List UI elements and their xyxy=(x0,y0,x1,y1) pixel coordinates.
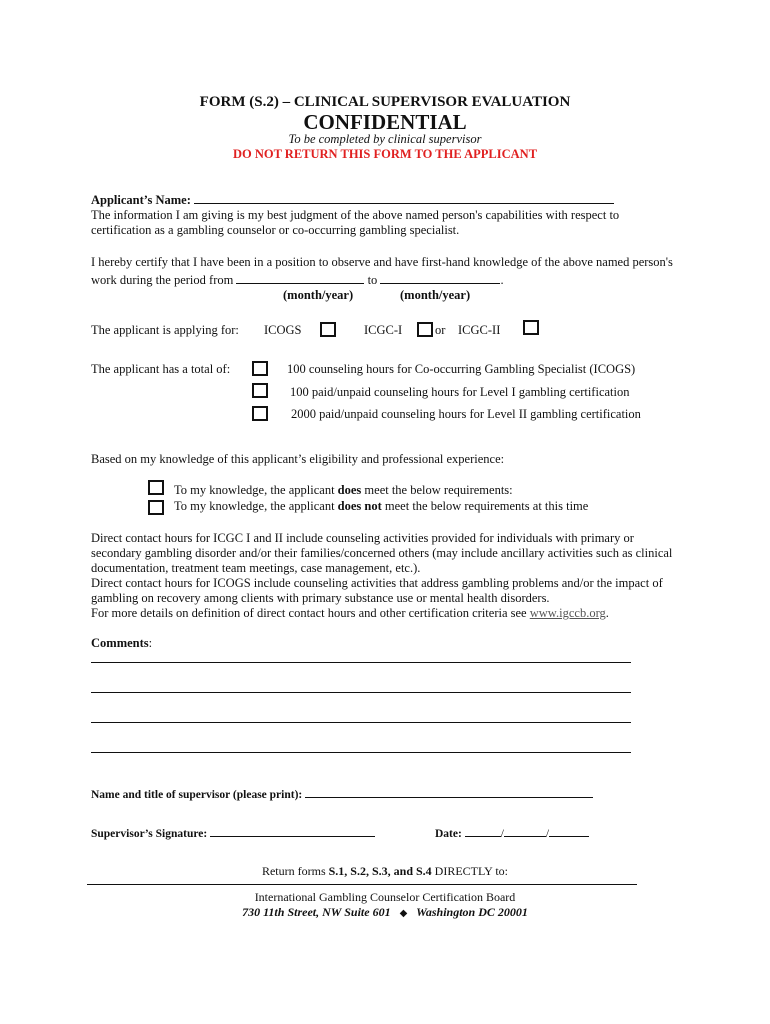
hours-level2-text: 2000 paid/unpaid counseling hours for Level II gambling certification xyxy=(291,407,641,421)
details-pre: For more details on definition of direct contact hours and other certification criteria see xyxy=(91,606,527,620)
month-year-label-2: (month/year) xyxy=(400,288,471,302)
definition-icgc-line-1: Direct contact hours for ICGC I and II include counseling activities provided for individuals with primary or xyxy=(91,531,634,545)
meets-bold: does xyxy=(337,483,362,497)
date-month-field[interactable] xyxy=(465,825,501,837)
hours-level1-text: 100 paid/unpaid counseling hours for Level I gambling certification xyxy=(290,385,630,399)
comments-label: Comments xyxy=(91,636,149,650)
info-line-1: The information I am giving is my best judgment of the above named person's capabilities with respect to xyxy=(91,208,620,222)
not-meets-post: meet the below requirements at this time xyxy=(384,499,589,513)
comments-heading xyxy=(91,636,152,651)
hours-icogs-text: 100 counseling hours for Co-occurring Gambling Specialist (ICOGS) xyxy=(287,362,636,376)
certify-line-1: I hereby certify that I have been in a position to observe and have first-hand knowledge of the above named person's xyxy=(91,255,673,269)
certify-line-2 xyxy=(91,272,504,288)
confidential-heading: CONFIDENTIAL xyxy=(303,110,467,134)
definition-icogs-line-1: Direct contact hours for ICOGS include counseling activities that address gambling problems and/or the impact of xyxy=(91,576,663,590)
board-address xyxy=(0,905,770,920)
comments-line-3[interactable] xyxy=(91,722,631,723)
period-to-field[interactable] xyxy=(380,272,500,284)
applying-icogs-label: ICOGS xyxy=(264,323,302,337)
hours-level2-checkbox[interactable] xyxy=(252,406,268,421)
hours-icogs-checkbox[interactable] xyxy=(252,361,268,376)
comments-line-1[interactable] xyxy=(91,662,631,663)
applicant-name-label: Applicant’s Name: xyxy=(91,193,191,207)
month-year-label-1: (month/year) xyxy=(283,288,354,302)
board-name: International Gambling Counselor Certification Board xyxy=(254,890,516,904)
applying-or-text: or xyxy=(435,323,446,337)
form-title: FORM (S.2) – CLINICAL SUPERVISOR EVALUATION xyxy=(199,94,571,110)
definition-icgc-line-3: documentation, treatment team meetings, case management, etc.). xyxy=(91,561,421,575)
comments-line-2[interactable] xyxy=(91,692,631,693)
supervisor-name-label: Name and title of supervisor (please print): xyxy=(91,789,303,801)
date-separator-1: / xyxy=(500,828,504,840)
return-instructions xyxy=(0,864,770,879)
applying-icgc2-label: ICGC-II xyxy=(458,323,501,337)
not-meets-pre: To my knowledge, the applicant xyxy=(174,499,335,513)
period-from-label: work during the period from xyxy=(91,273,234,287)
address-city: Washington DC 20001 xyxy=(416,905,528,919)
return-forms-list: S.1, S.2, S.3, and S.4 xyxy=(328,864,432,878)
info-line-2: certification as a gambling counselor or co-occurring gambling specialist. xyxy=(91,223,460,237)
applying-icogs-checkbox[interactable] xyxy=(320,322,336,337)
applicant-name-row xyxy=(91,192,614,208)
date-separator-2: / xyxy=(545,828,550,840)
signature-row xyxy=(91,825,375,840)
form-subtitle: To be completed by clinical supervisor xyxy=(288,132,482,146)
hours-label: The applicant has a total of: xyxy=(91,362,231,376)
applicant-name-field[interactable] xyxy=(194,192,614,204)
applying-icgc2-checkbox[interactable] xyxy=(523,320,539,335)
period-end: . xyxy=(500,273,504,287)
meets-requirements-checkbox[interactable] xyxy=(148,480,164,495)
address-street: 730 11th Street, NW Suite 601 xyxy=(242,905,391,919)
meets-requirements-text xyxy=(174,483,513,498)
diamond-icon: ◆ xyxy=(399,908,408,919)
warning-text: DO NOT RETURN THIS FORM TO THE APPLICANT xyxy=(232,147,538,161)
supervisor-name-row xyxy=(91,786,593,801)
applying-label: The applicant is applying for: xyxy=(91,323,239,337)
supervisor-name-field[interactable] xyxy=(305,786,593,798)
return-post: DIRECTLY to: xyxy=(434,864,509,878)
hours-level1-checkbox[interactable] xyxy=(252,383,268,398)
igccb-link[interactable]: www.igccb.org xyxy=(529,606,606,620)
applying-icgc1-checkbox[interactable] xyxy=(417,322,433,337)
date-day-field[interactable] xyxy=(504,825,546,837)
definition-icgc-line-2: secondary gambling disorder and/or their families/concerned others (may include ancillary activities such as clinical xyxy=(91,546,673,560)
comments-line-4[interactable] xyxy=(91,752,631,753)
applying-icgc1-label: ICGC-I xyxy=(364,323,403,337)
period-to-label: to xyxy=(367,273,378,287)
footer-divider xyxy=(87,884,637,885)
definition-icogs-line-2: gambling on recovery among clients with primary substance use or mental health disorders. xyxy=(91,591,550,605)
signature-field[interactable] xyxy=(210,825,375,837)
meets-pre: To my knowledge, the applicant xyxy=(174,483,335,497)
knowledge-intro: Based on my knowledge of this applicant’s eligibility and professional experience: xyxy=(91,452,505,466)
return-pre: Return forms xyxy=(261,864,326,878)
date-year-field[interactable] xyxy=(549,825,589,837)
date-row xyxy=(435,825,589,840)
comments-colon: : xyxy=(148,636,153,650)
meets-post: meet the below requirements: xyxy=(364,483,513,497)
period-from-field[interactable] xyxy=(236,272,364,284)
definition-details-line xyxy=(91,606,609,621)
date-label: Date: xyxy=(435,828,462,840)
signature-label: Supervisor’s Signature: xyxy=(91,828,208,840)
details-post: . xyxy=(605,606,609,620)
not-meets-requirements-text xyxy=(174,499,588,514)
not-meets-requirements-checkbox[interactable] xyxy=(148,500,164,515)
not-meets-bold: does not xyxy=(337,499,382,513)
